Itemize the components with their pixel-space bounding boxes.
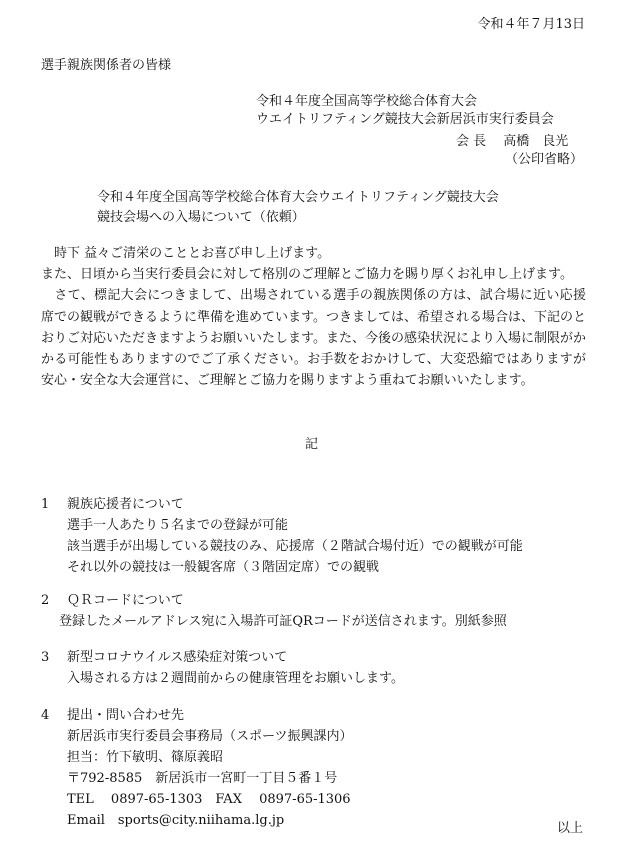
list-item (41, 590, 507, 632)
body-paragraph-request: さて、標記大会につきまして、出場されている選手の親族関係の方は、試合場に近い応援席での観戦ができるように準備を進めています。つきましては、希望される場合は、下記のとおりご対応いただきますようお願いいたします。また、今後の感染状況により入場に制限がかかる可能性もありますのでご了承ください。お手数をおかけして、大変恐縮ではありますが安心・安全な大会運営に、ご理解とご協力を賜りますよう重ねてお願いいたします。 (41, 288, 586, 389)
body-paragraph-thanks: また、日頃から当実行委員会に対して格別のご理解とご協力を賜り厚くお礼申し上げます。 (41, 267, 573, 283)
item-number: 4 (41, 708, 50, 723)
item-number: 1 (41, 497, 50, 512)
item-title: 親族応援者について (67, 497, 184, 512)
item-title: ＱＲコードについて (67, 593, 184, 608)
subject-line-2: 競技会場への入場について（依頼） (97, 210, 305, 225)
item-number: 3 (41, 650, 50, 665)
committee-chair: 会 長 高橋 良光 (456, 134, 569, 149)
list-item (41, 647, 404, 689)
item-title: 新型コロナウイルス感染症対策ついて (67, 650, 288, 665)
body-paragraph-greeting: 時下 益々ご清栄のこととお喜び申し上げます。 (41, 246, 331, 261)
document-subject (97, 189, 499, 229)
seal-omitted-note: （公印省略） (504, 152, 583, 167)
item-line: 入場される方は２週間前からの健康管理をお願いします。 (67, 671, 404, 686)
sender-line-1: 令和４年度全国高等学校総合体育大会 (256, 94, 478, 109)
closing-mark: 以上 (556, 821, 583, 836)
item-line: 〒792-8585 新居浜市一宮町一丁目５番１号 (67, 771, 338, 786)
item-line: TEL 0897-65-1303 FAX 0897-65-1306 (67, 792, 351, 807)
item-line: 該当選手が出場している競技のみ、応援席（２階試合場付近）での観戦が可能 (67, 539, 523, 554)
ki-heading: 記 (304, 437, 318, 452)
sender-line-2: ウエイトリフティング競技大会新居浜市実行委員会 (256, 112, 554, 127)
item-number: 2 (41, 593, 50, 608)
list-item (41, 705, 352, 831)
subject-line-1: 令和４年度全国高等学校総合体育大会ウエイトリフティング競技大会 (97, 190, 499, 205)
item-line: 担当：竹下敏明、篠原義昭 (67, 750, 224, 765)
item-line: Email sports@city.niihama.lg.jp (67, 813, 285, 828)
item-line: それ以外の競技は一般観客席（３階固定席）での観戦 (67, 560, 380, 575)
item-line: 登録したメールアドレス宛に入場許可証QRコードが送信されます。別紙参照 (59, 614, 507, 629)
body-text (41, 243, 586, 391)
sender-block (256, 93, 554, 129)
item-line: 選手一人あたり５名までの登録が可能 (67, 518, 289, 533)
item-title: 提出・問い合わせ先 (67, 708, 185, 723)
list-item (41, 494, 523, 578)
item-line: 新居浜市実行委員会事務局（スポーツ振興課内） (67, 729, 353, 744)
addressee: 選手親族関係者の皆様 (41, 58, 172, 73)
document-date: 令和４年７月13日 (477, 17, 585, 32)
